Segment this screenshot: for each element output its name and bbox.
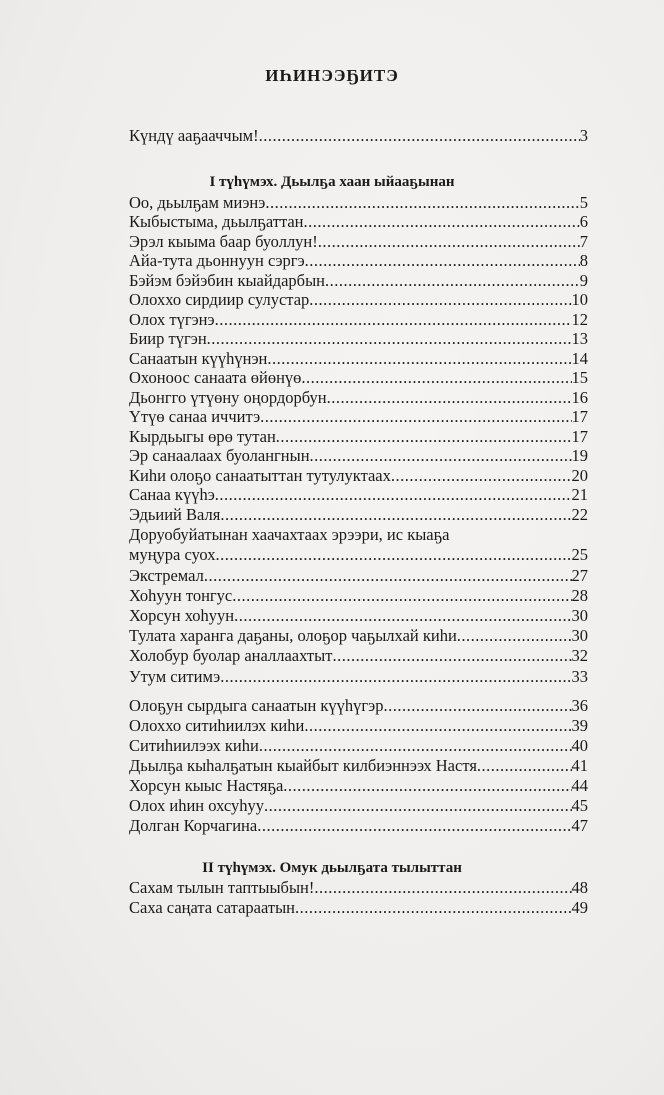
entry-page: 19 xyxy=(571,446,588,465)
entry-title: Үтүө санаа иччитэ xyxy=(129,407,261,426)
entry-title: Эр санаалаах буолангнын xyxy=(129,446,310,465)
entry-page: 39 xyxy=(571,716,588,735)
entry-title: Олоххо ситиһиилэх киһи xyxy=(129,716,305,735)
leader-dots xyxy=(301,368,571,388)
leader-dots xyxy=(391,466,572,486)
toc-entry xyxy=(129,696,588,716)
leader-dots xyxy=(283,776,571,796)
entry-page: 25 xyxy=(571,545,588,564)
toc-entry xyxy=(129,485,588,505)
toc-entry xyxy=(129,310,588,330)
entry-page: 49 xyxy=(571,898,588,917)
toc-entry xyxy=(129,193,588,213)
leader-dots xyxy=(234,606,571,626)
entry-page: 17 xyxy=(571,427,588,446)
entry-page: 9 xyxy=(579,271,588,290)
leader-dots xyxy=(215,485,572,505)
entry-title: Дьылҕа кыһалҕатын кыайбыт килбиэннээх Настя xyxy=(129,756,477,775)
entry-title: Биир түгэн xyxy=(129,329,207,348)
leader-dots xyxy=(457,626,572,646)
entry-title: Ситиһиилээх киһи xyxy=(129,736,259,755)
toc-entry xyxy=(129,368,588,388)
entry-page: 48 xyxy=(571,878,588,897)
entry-page: 14 xyxy=(571,349,588,368)
entry-page: 32 xyxy=(571,646,588,665)
entry-title: Охоноос санаата өйөнүө xyxy=(129,368,302,387)
toc-entry xyxy=(129,232,588,252)
entry-page: 8 xyxy=(579,251,588,270)
page-title: ИҺИНЭЭҔИТЭ xyxy=(265,66,399,85)
entry-title: Тулата харанга даҕаны, олоҕор чаҕылхай киһи xyxy=(129,626,457,645)
toc-entry xyxy=(129,505,588,525)
entry-title: Сахам тылын таптыыбын! xyxy=(129,878,315,897)
entry-title: Хоһуун тонгус xyxy=(129,586,233,605)
entry-page: 7 xyxy=(579,232,588,251)
entry-title: Олоҕун сырдыга санаатын күүһүгэр xyxy=(129,696,384,715)
entry-page: 44 xyxy=(571,776,588,795)
toc-entry xyxy=(129,427,588,447)
entry-title: Бэйэм бэйэбин кыайдарбын xyxy=(129,271,325,290)
leader-dots xyxy=(477,756,572,776)
entry-title: Хорсун хоһуун xyxy=(129,606,235,625)
leader-dots xyxy=(232,586,571,606)
section-heading-part1: I түһүмэх. Дьылҕа хаан ыйааҕынан xyxy=(209,174,455,190)
leader-dots xyxy=(332,646,571,666)
entry-page: 45 xyxy=(571,796,588,815)
leader-dots xyxy=(295,898,572,918)
entry-page: 6 xyxy=(579,212,588,231)
toc-entry xyxy=(129,626,588,646)
toc-entry-intro xyxy=(129,126,588,146)
leader-dots xyxy=(260,407,571,427)
entry-title: Санаатын күүһүнэн xyxy=(129,349,268,368)
toc-entry xyxy=(129,388,588,408)
toc-entry xyxy=(129,446,588,466)
toc-entry xyxy=(129,212,588,232)
entry-page: 17 xyxy=(571,407,588,426)
leader-dots xyxy=(304,212,580,232)
entry-page: 27 xyxy=(571,566,588,585)
entry-title-cont: муңура суох xyxy=(129,545,216,564)
section-heading-part2: II түһүмэх. Омук дьылҕата тылыттан xyxy=(202,860,462,876)
entry-page: 33 xyxy=(571,667,588,686)
entry-page: 15 xyxy=(571,368,588,387)
leader-dots xyxy=(215,310,572,330)
entry-page: 28 xyxy=(571,586,588,605)
leader-dots xyxy=(267,349,571,369)
leader-dots xyxy=(309,290,571,310)
entry-title: Оо, дьылҕам миэнэ xyxy=(129,193,266,212)
entry-title: Экстремал xyxy=(129,566,204,585)
toc-entry xyxy=(129,545,588,565)
entry-title: Эдьиий Валя xyxy=(129,505,221,524)
entry-page: 10 xyxy=(571,290,588,309)
leader-dots xyxy=(216,545,572,565)
toc-entry xyxy=(129,271,588,291)
toc-entry xyxy=(129,776,588,796)
entry-page: 13 xyxy=(571,329,588,348)
entry-page: 41 xyxy=(571,756,588,775)
leader-dots xyxy=(265,193,579,213)
entry-title: Эрэл кыыма баар буоллун! xyxy=(129,232,318,251)
entry-title: Айа-тута дьоннуун сэргэ xyxy=(129,251,305,270)
entry-page: 47 xyxy=(571,816,588,835)
toc-entry xyxy=(129,716,588,736)
entry-page: 5 xyxy=(579,193,588,212)
leader-dots xyxy=(314,878,571,898)
toc-entry xyxy=(129,586,588,606)
leader-dots xyxy=(305,251,580,271)
entry-page: 21 xyxy=(571,485,588,504)
entry-page: 36 xyxy=(571,696,588,715)
entry-title: Дьонгго үтүөну оңордорбун xyxy=(129,388,327,407)
leader-dots xyxy=(304,716,571,736)
toc-entry xyxy=(129,407,588,427)
toc-entry xyxy=(129,736,588,756)
entry-page: 30 xyxy=(571,606,588,625)
toc-entry xyxy=(129,667,588,687)
leader-dots xyxy=(276,427,572,447)
leader-dots xyxy=(384,696,572,716)
entry-page: 3 xyxy=(579,126,588,145)
entry-title: Кыбыстыма, дьылҕаттан xyxy=(129,212,304,231)
toc-entry xyxy=(129,756,588,776)
entry-title: Олоххо сирдиир сулустар xyxy=(129,290,310,309)
toc-entry xyxy=(129,566,588,586)
entry-title: Кырдьыгы өрө тутан xyxy=(129,427,276,446)
toc-entry xyxy=(129,898,588,918)
toc-entry xyxy=(129,251,588,271)
leader-dots xyxy=(264,796,572,816)
entry-title: Саха саңата сатараатын xyxy=(129,898,295,917)
leader-dots xyxy=(318,232,580,252)
entry-page: 40 xyxy=(571,736,588,755)
toc-entry xyxy=(129,816,588,836)
entry-title: Хорсун кыыс Настяҕа xyxy=(129,776,284,795)
entry-title: Утум ситимэ xyxy=(129,667,221,686)
leader-dots xyxy=(257,816,571,836)
entry-page: 16 xyxy=(571,388,588,407)
leader-dots xyxy=(259,126,580,146)
leader-dots xyxy=(310,446,572,466)
leader-dots xyxy=(325,271,580,291)
entry-title: Холобур буолар аналлаахтыт xyxy=(129,646,333,665)
leader-dots xyxy=(207,329,572,349)
entry-title: Киһи олоҕо санаатыттан тутулуктаах xyxy=(129,466,391,485)
entry-title: Күндү ааҕааччым! xyxy=(129,126,259,145)
toc-entry xyxy=(129,466,588,486)
leader-dots xyxy=(204,566,572,586)
leader-dots xyxy=(220,505,571,525)
toc-entry xyxy=(129,349,588,369)
toc-entry-line1: Доруобуйатынан хаачахтаах эрээри, ис кыаҕа xyxy=(129,525,450,544)
entry-title: Олох иһин охсуһуу xyxy=(129,796,264,815)
entry-page: 20 xyxy=(571,466,588,485)
entry-title: Олох түгэнэ xyxy=(129,310,215,329)
entry-title: Долган Корчагина xyxy=(129,816,258,835)
leader-dots xyxy=(220,667,571,687)
entry-page: 22 xyxy=(571,505,588,524)
entry-page: 30 xyxy=(571,626,588,645)
toc-entry xyxy=(129,878,588,898)
toc-entry xyxy=(129,290,588,310)
toc-entry xyxy=(129,606,588,626)
toc-entry xyxy=(129,329,588,349)
toc-entry xyxy=(129,646,588,666)
entry-title: Санаа күүһэ xyxy=(129,485,215,504)
entry-page: 12 xyxy=(571,310,588,329)
leader-dots xyxy=(327,388,572,408)
toc-entry xyxy=(129,796,588,816)
leader-dots xyxy=(259,736,572,756)
